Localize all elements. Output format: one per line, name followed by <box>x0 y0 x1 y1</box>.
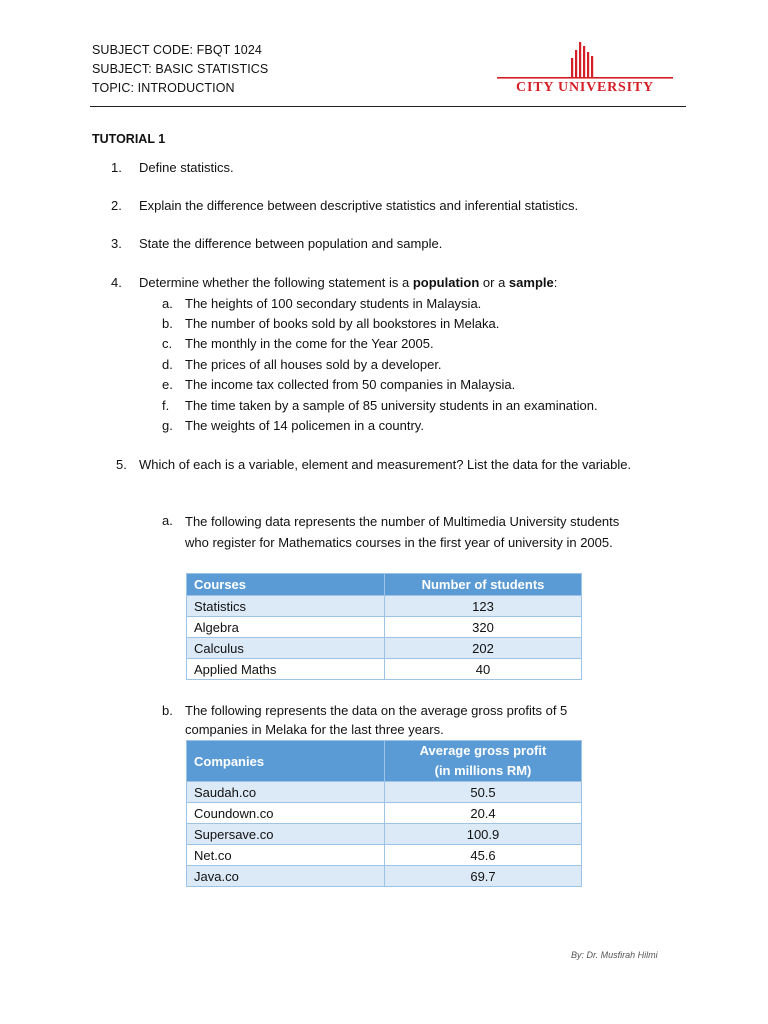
table-row: Java.co 69.7 <box>187 866 582 887</box>
profits-table <box>186 740 582 887</box>
subject-name: SUBJECT: BASIC STATISTICS <box>92 62 269 76</box>
table-header: Courses <box>187 574 385 596</box>
question-number: 3. <box>111 236 122 251</box>
table-row: Calculus 202 <box>187 638 582 659</box>
table-row: Applied Maths 40 <box>187 659 582 680</box>
bold-sample: sample <box>508 275 554 290</box>
question-text: Define statistics. <box>139 160 234 175</box>
header-divider <box>90 106 686 107</box>
question-number: 4. <box>111 275 122 290</box>
tutorial-title: TUTORIAL 1 <box>92 132 166 146</box>
table-header: Number of students <box>385 574 582 596</box>
table-row: Algebra 320 <box>187 617 582 638</box>
question-number: 1. <box>111 160 122 175</box>
part-b-intro: The following represents the data on the average gross profits of 5 companies in Melaka for the last three years. <box>185 703 568 737</box>
question-text: Explain the difference between descriptive statistics and inferential statistics. <box>139 198 579 213</box>
building-logo-icon <box>497 40 673 80</box>
table-header: Average gross profit (in millions RM) <box>385 741 582 782</box>
table-row: Statistics 123 <box>187 596 582 617</box>
question-text: Which of each is a variable, element and measurement? List the data for the variable. <box>139 457 632 472</box>
subject-code: SUBJECT CODE: FBQT 1024 <box>92 43 262 57</box>
table-row: Net.co 45.6 <box>187 845 582 866</box>
question-text: Determine whether the following statement is a population or a sample: <box>139 275 558 290</box>
city-university-logo <box>497 40 673 98</box>
author-footer: By: Dr. Musfirah Hilmi <box>571 950 658 960</box>
question-number: 2. <box>111 198 122 213</box>
table-row: Supersave.co 100.9 <box>187 824 582 845</box>
table-row: Coundown.co 20.4 <box>187 803 582 824</box>
part-a-intro: The following data represents the number of Multimedia University students who register for Mathematics courses in the first year of university in 2005. <box>185 514 620 550</box>
logo-text: CITY UNIVERSITY <box>516 80 654 95</box>
topic: TOPIC: INTRODUCTION <box>92 81 235 95</box>
question-text: State the difference between population and sample. <box>139 236 443 251</box>
question-number: 5. <box>116 457 127 472</box>
courses-table <box>186 573 582 680</box>
bold-population: population <box>412 275 480 290</box>
table-header: Companies <box>187 741 385 782</box>
document-page: SUBJECT CODE: FBQT 1024 SUBJECT: BASIC STATISTICS TOPIC: INTRODUCTION CITY UNIVERSITY TUTORIAL 1 1. Define statistics. 2. Explain the difference between descriptive statistics and inferential statistics. 3. State the difference between population and sample. 4. Determine whether the following statement is a population or a sample: a. The heights of 100 secondary students in Malaysia. b. The number of books sold by all bookstores in Melaka. c. The monthly in the come for the Year 2005. d. The prices of all houses sold by a developer. e. The income tax collected from 50 companies in Malaysia. f. The time taken by a sample of 85 university students in an examination. g. The weights of 14 policemen in a country. 5. Which of each is a variable, element and measurement? List the data for the variable. a. The following data represents the number of Multimedia University students who register for Mathematics courses in the first year of university in 2005. Courses Number of students Statistics 123 Algebra 320 Calculus 202 Applied Maths 40 b. The following represents the data on the average gross profits of 5 companies in Melaka for the last three years. Companies Average gross profit (in millions RM) Saudah.co 50.5 Coundown.co 20.4 Supersave.co 100.9 Net.co 45.6 Java.co 69.7 By: Dr. Musfirah Hilmi <box>0 0 768 1024</box>
table-row: Saudah.co 50.5 <box>187 782 582 803</box>
